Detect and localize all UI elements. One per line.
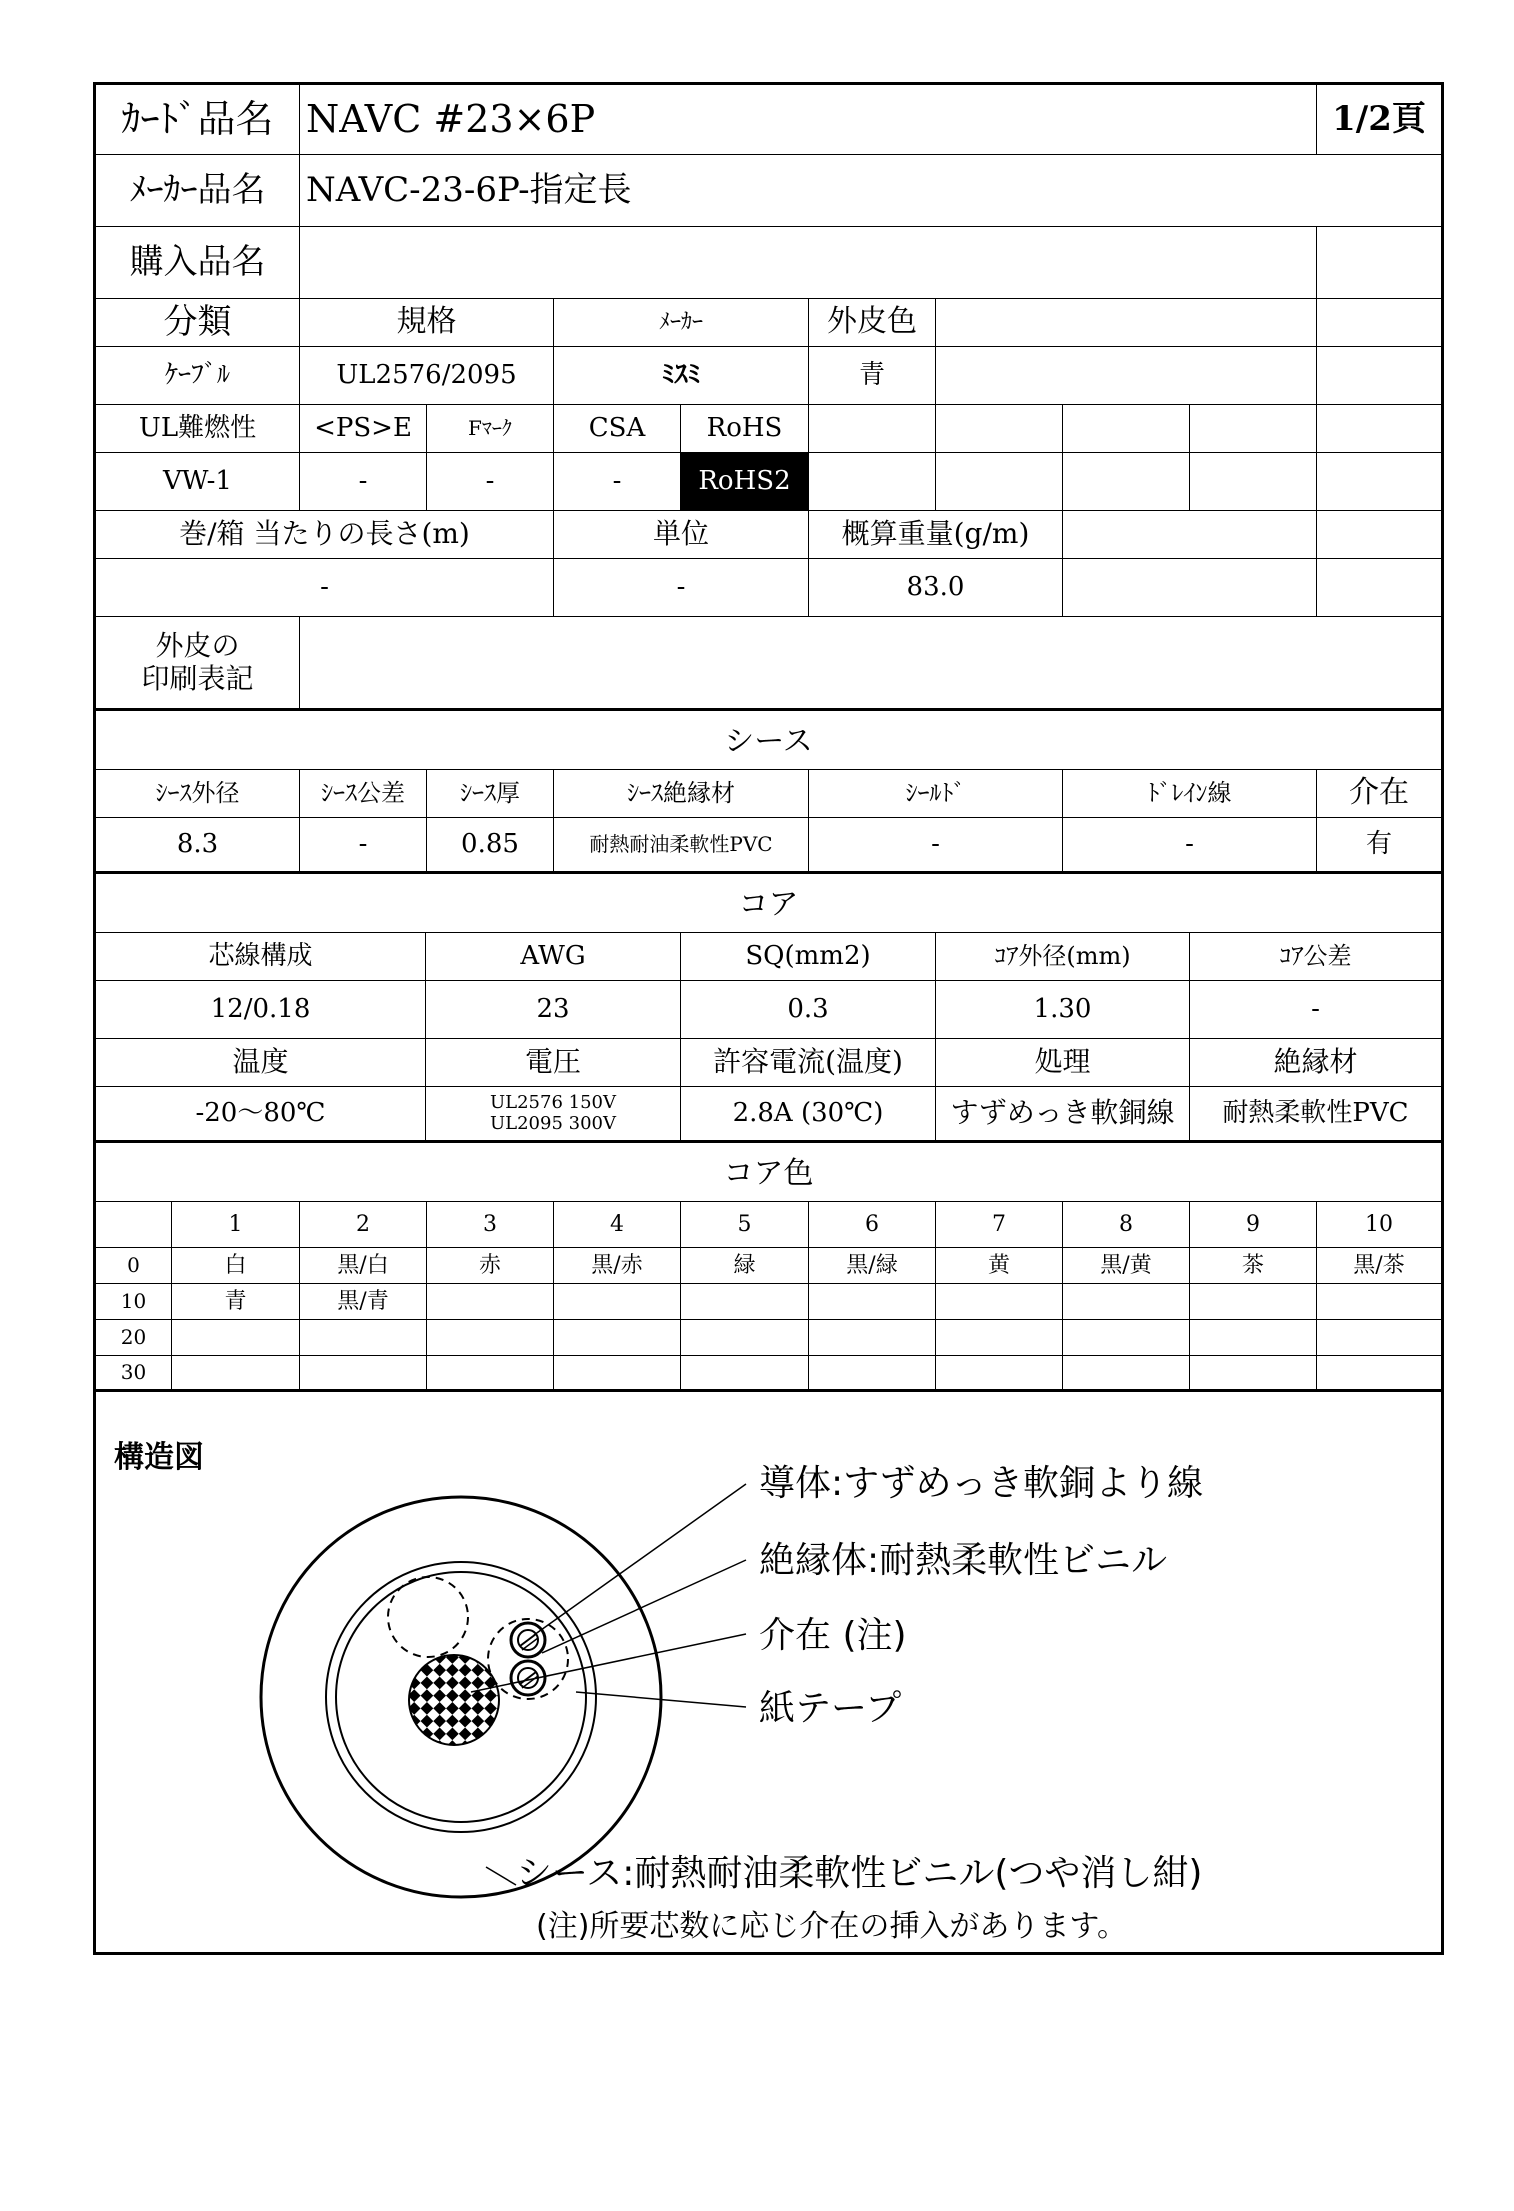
core-color-cell bbox=[300, 1320, 427, 1356]
core-value: 耐熱柔軟性PVC bbox=[1190, 1087, 1441, 1143]
core-color-cell bbox=[300, 1356, 427, 1392]
purchase-name-extra bbox=[1317, 227, 1441, 299]
sheath-value: - bbox=[809, 818, 1063, 874]
sheath-title: シース bbox=[96, 715, 1441, 770]
length-label: 巻/箱 当たりの長さ(m) bbox=[96, 511, 554, 559]
standard-value: - bbox=[427, 453, 554, 511]
sheath-value: - bbox=[1063, 818, 1317, 874]
core-color-cell bbox=[1190, 1356, 1317, 1392]
core-color-cell bbox=[1317, 1356, 1441, 1392]
core-color-cell: 白 bbox=[172, 1248, 300, 1284]
core-color-cell: 青 bbox=[172, 1284, 300, 1320]
core-label: 電圧 bbox=[426, 1039, 681, 1087]
core-value: -20～80℃ bbox=[96, 1087, 426, 1143]
leader-line-insulator bbox=[542, 1560, 746, 1653]
core-label: 許容電流(温度) bbox=[681, 1039, 936, 1087]
sheath-value: 耐熱耐油柔軟性PVC bbox=[554, 818, 809, 874]
core-label: 絶縁材 bbox=[1190, 1039, 1441, 1087]
classification-label: ﾒｰｶｰ bbox=[554, 299, 809, 347]
printing-label bbox=[96, 617, 300, 711]
core-slot-dashed bbox=[388, 1577, 468, 1657]
core-title: コア bbox=[96, 878, 1441, 933]
core-label: 温度 bbox=[96, 1039, 426, 1087]
core-color-cell bbox=[681, 1356, 809, 1392]
core-label: ｺｱ外径(mm) bbox=[936, 933, 1190, 981]
callout-filler: 介在 (注) bbox=[759, 1615, 907, 1656]
core-color-cell bbox=[1063, 1320, 1190, 1356]
maker-name-value: NAVC-23-6P-指定長 bbox=[300, 155, 1441, 227]
structure-note: (注)所要芯数に応じ介在の挿入があります。 bbox=[536, 1909, 1128, 1944]
core-color-cell: 黒/緑 bbox=[809, 1248, 936, 1284]
core-label: SQ(mm2) bbox=[681, 933, 936, 981]
classification-value: UL2576/2095 bbox=[300, 347, 554, 405]
length-value: 83.0 bbox=[809, 559, 1063, 617]
sheath-label: ｼｰｽ公差 bbox=[300, 770, 427, 818]
page-number: 1/2頁 bbox=[1317, 85, 1441, 155]
sheath-value: - bbox=[300, 818, 427, 874]
core-color-cell bbox=[809, 1320, 936, 1356]
printing-label-line1: 外皮の bbox=[155, 629, 240, 663]
core-color-cell bbox=[1190, 1284, 1317, 1320]
core-color-cell: 黄 bbox=[936, 1248, 1063, 1284]
core-color-cell: 緑 bbox=[681, 1248, 809, 1284]
core-color-cell bbox=[1317, 1320, 1441, 1356]
length-blank bbox=[1063, 559, 1317, 617]
standard-blank bbox=[936, 405, 1063, 453]
classification-label: 外皮色 bbox=[809, 299, 936, 347]
core-color-cell: 赤 bbox=[427, 1248, 554, 1284]
standard-blank bbox=[1317, 453, 1441, 511]
core-color-cell bbox=[554, 1284, 681, 1320]
core-color-column-header: 5 bbox=[681, 1202, 809, 1248]
core-value: 2.8A (30℃) bbox=[681, 1087, 936, 1143]
core-label: AWG bbox=[426, 933, 681, 981]
core-color-column-header: 8 bbox=[1063, 1202, 1190, 1248]
structure-diagram bbox=[96, 1422, 1441, 1949]
core-color-cell bbox=[427, 1284, 554, 1320]
classification-blank bbox=[1317, 299, 1441, 347]
filler-checker bbox=[409, 1655, 499, 1745]
core-color-row-label: 10 bbox=[96, 1284, 172, 1320]
sheath-label: ｼｰﾙﾄﾞ bbox=[809, 770, 1063, 818]
core-color-cell: 黒/白 bbox=[300, 1248, 427, 1284]
core-color-cell bbox=[427, 1356, 554, 1392]
core-color-cell bbox=[809, 1356, 936, 1392]
maker-name-label: ﾒｰｶｰ品名 bbox=[96, 155, 300, 227]
standard-blank bbox=[1063, 453, 1190, 511]
voltage-line-1: UL2576 150V bbox=[489, 1091, 616, 1113]
classification-blank bbox=[936, 299, 1317, 347]
core-color-column-header: 3 bbox=[427, 1202, 554, 1248]
classification-blank bbox=[936, 347, 1317, 405]
standard-blank bbox=[1317, 405, 1441, 453]
sheath-value: 有 bbox=[1317, 818, 1441, 874]
classification-label: 規格 bbox=[300, 299, 554, 347]
core-color-cell bbox=[1190, 1320, 1317, 1356]
core-color-cell: 黒/赤 bbox=[554, 1248, 681, 1284]
callout-paper-tape: 紙テープ bbox=[759, 1688, 902, 1729]
core-color-cell: 黒/黄 bbox=[1063, 1248, 1190, 1284]
standard-blank bbox=[1063, 405, 1190, 453]
length-blank bbox=[1317, 511, 1441, 559]
core-label: ｺｱ公差 bbox=[1190, 933, 1441, 981]
callout-insulator: 絶縁体:耐熱柔軟性ビニル bbox=[759, 1540, 1168, 1581]
core-value: 0.3 bbox=[681, 981, 936, 1039]
standard-blank bbox=[936, 453, 1063, 511]
core-color-column-header: 1 bbox=[172, 1202, 300, 1248]
standard-value: RoHS2 bbox=[681, 453, 809, 511]
core-color-cell bbox=[681, 1284, 809, 1320]
leader-line-conductor bbox=[534, 1484, 746, 1635]
core-color-column-header: 2 bbox=[300, 1202, 427, 1248]
core-color-cell bbox=[681, 1320, 809, 1356]
standard-blank bbox=[1190, 405, 1317, 453]
core-color-corner bbox=[96, 1202, 172, 1248]
core-color-row-label: 20 bbox=[96, 1320, 172, 1356]
core-value: 12/0.18 bbox=[96, 981, 426, 1039]
core-color-column-header: 10 bbox=[1317, 1202, 1441, 1248]
sheath-label: ｼｰｽ外径 bbox=[96, 770, 300, 818]
sheath-label: ﾄﾞﾚｲﾝ線 bbox=[1063, 770, 1317, 818]
standard-value: VW-1 bbox=[96, 453, 300, 511]
callout-sheath: シース:耐熱耐油柔軟性ビニル(つや消し紺) bbox=[516, 1853, 1203, 1894]
core-color-cell bbox=[1063, 1356, 1190, 1392]
sheath-value: 0.85 bbox=[427, 818, 554, 874]
core-color-cell bbox=[809, 1284, 936, 1320]
core-label: 芯線構成 bbox=[96, 933, 426, 981]
sheath-label: ｼｰｽ絶縁材 bbox=[554, 770, 809, 818]
standard-blank bbox=[809, 405, 936, 453]
voltage-line-2: UL2095 300V bbox=[489, 1112, 616, 1134]
standard-label: Fﾏｰｸ bbox=[427, 405, 554, 453]
length-label: 概算重量(g/m) bbox=[809, 511, 1063, 559]
length-value: - bbox=[554, 559, 809, 617]
core-color-cell bbox=[172, 1356, 300, 1392]
standard-value: - bbox=[300, 453, 427, 511]
core-color-cell bbox=[1317, 1284, 1441, 1320]
core-color-cell bbox=[554, 1356, 681, 1392]
standard-blank bbox=[1190, 453, 1317, 511]
callout-conductor: 導体:すずめっき軟銅より線 bbox=[759, 1463, 1204, 1504]
classification-blank bbox=[1317, 347, 1441, 405]
card-name-value: NAVC #23×6P bbox=[300, 85, 1317, 155]
sheath-value: 8.3 bbox=[96, 818, 300, 874]
purchase-name-label: 購入品名 bbox=[96, 227, 300, 299]
core-color-cell bbox=[1063, 1284, 1190, 1320]
classification-value: ｹｰﾌﾞﾙ bbox=[96, 347, 300, 405]
standard-value: - bbox=[554, 453, 681, 511]
core-color-cell: 黒/青 bbox=[300, 1284, 427, 1320]
core-color-row-label: 0 bbox=[96, 1248, 172, 1284]
standard-label: RoHS bbox=[681, 405, 809, 453]
length-blank bbox=[1063, 511, 1317, 559]
core-color-column-header: 4 bbox=[554, 1202, 681, 1248]
core-color-cell: 茶 bbox=[1190, 1248, 1317, 1284]
core-color-cell bbox=[427, 1320, 554, 1356]
core-color-cell bbox=[936, 1284, 1063, 1320]
classification-label: 分類 bbox=[96, 299, 300, 347]
sheath-label: ｼｰｽ厚 bbox=[427, 770, 554, 818]
printing-label-line2: 印刷表記 bbox=[141, 661, 254, 695]
leader-line-sheath bbox=[486, 1867, 516, 1885]
core-voltage-value bbox=[426, 1087, 681, 1143]
standard-label: UL難燃性 bbox=[96, 405, 300, 453]
length-blank bbox=[1317, 559, 1441, 617]
sheath-label: 介在 bbox=[1317, 770, 1441, 818]
core-color-cell: 黒/茶 bbox=[1317, 1248, 1441, 1284]
core-value: 1.30 bbox=[936, 981, 1190, 1039]
core-color-cell bbox=[554, 1320, 681, 1356]
core-value: 23 bbox=[426, 981, 681, 1039]
standard-label: <PS>E bbox=[300, 405, 427, 453]
card-name-label: ｶｰﾄﾞ品名 bbox=[96, 85, 300, 155]
classification-value: 青 bbox=[809, 347, 936, 405]
core-value: - bbox=[1190, 981, 1441, 1039]
core-color-column-header: 7 bbox=[936, 1202, 1063, 1248]
core-label: 処理 bbox=[936, 1039, 1190, 1087]
core-color-row-label: 30 bbox=[96, 1356, 172, 1392]
core-value: すずめっき軟銅線 bbox=[936, 1087, 1190, 1143]
core-color-column-header: 9 bbox=[1190, 1202, 1317, 1248]
length-label: 単位 bbox=[554, 511, 809, 559]
printing-value bbox=[300, 617, 1441, 711]
structure-title: 構造図 bbox=[114, 1440, 204, 1475]
purchase-name-value bbox=[300, 227, 1317, 299]
core-color-title: コア色 bbox=[96, 1147, 1441, 1202]
standard-label: CSA bbox=[554, 405, 681, 453]
core-color-cell bbox=[172, 1320, 300, 1356]
classification-value: ﾐｽﾐ bbox=[554, 347, 809, 405]
length-value: - bbox=[96, 559, 554, 617]
core-color-column-header: 6 bbox=[809, 1202, 936, 1248]
standard-blank bbox=[809, 453, 936, 511]
core-color-cell bbox=[936, 1320, 1063, 1356]
core-color-cell bbox=[936, 1356, 1063, 1392]
